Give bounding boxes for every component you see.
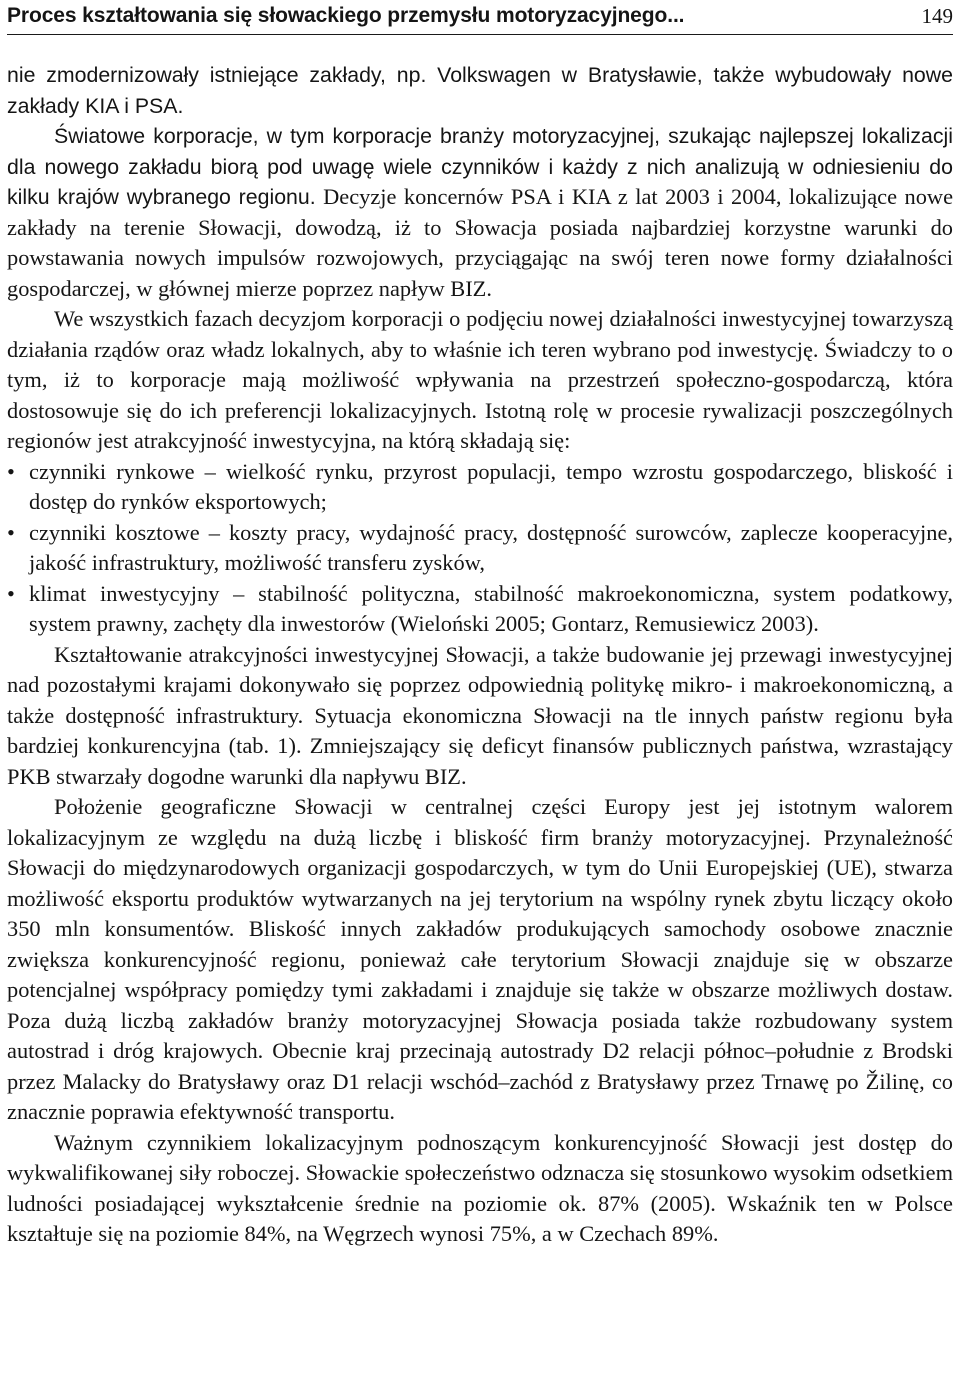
bullet-icon: • (7, 458, 15, 484)
paragraph-corporations (7, 121, 953, 304)
list-item-text: czynniki kosztowe – koszty pracy, wydajność pracy, dostępność surowców, zaplecze kooperacyjne, jakość infrastruktury, możliwość transferu zysków, (29, 519, 953, 575)
list-item-text: klimat inwestycyjny – stabilność polityczna, stabilność makroekonomiczna, system podatkowy, system prawny, zachęty dla inwestorów (Wieloński 2005; Gontarz, Remusiewicz 2003). (29, 580, 953, 636)
list-item (7, 518, 953, 579)
paragraph-corporations-part2: Decyzje koncernów PSA i KIA z lat 2003 i 2004, lokalizujące nowe zakłady na terenie Słowacji, dowodzą, iż to Słowacja posiada najbardziej korzystne warunki do powstawania nowych impulsów rozwojowych, przyciągając na swój teren nowe formy działalności gospodarczej, w głównej mierze poprzez napływ BIZ. (7, 184, 954, 301)
paragraph-decision-phases: We wszystkich fazach decyzjom korporacji o podjęciu nowej działalności inwestycyjnej towarzyszą działania rządów oraz władz lokalnych, aby to właśnie ich teren wybrano pod inwestycję. Świadczy to o tym, iż to korporacje mają możliwość wpływania na przestrzeń społeczno-gospodarczą, która dostosowuje się do ich preferencji lokalizacyjnych. Istotną rolę w procesie rywalizacji poszczególnych regionów jest atrakcyjność inwestycyjna, na którą składają się: (7, 306, 953, 453)
paragraph-continued: nie zmodernizowały istniejące zakłady, np. Volkswagen w Bratysławie, także wybudowały nowe zakłady KIA i PSA. (7, 63, 953, 118)
paragraph-investment-attractiveness: Kształtowanie atrakcyjności inwestycyjnej Słowacji, a także budowanie jej przewagi inwestycyjnej nad pozostałymi krajami dokonywało się poprzez odpowiednią politykę mikro- i makroekonomiczną, a także dostępność infrastruktury. Sytuacja ekonomiczna Słowacji na tle innych państw regionu była bardziej konkurencyjna (tab. 1). Zmniejszający się deficyt finansów publicznych państwa, wzrastający PKB stwarzały dogodne warunki dla napływu BIZ. (7, 641, 953, 789)
page-number: 149 (921, 4, 953, 28)
book-page (7, 0, 953, 1400)
body-text (7, 60, 953, 1250)
list-item (7, 579, 953, 640)
attractiveness-factors-list (7, 457, 953, 640)
running-header (7, 2, 953, 35)
paragraph-labour-force: Ważnym czynnikiem lokalizacyjnym podnoszącym konkurencyjność Słowacji jest dostęp do wykwalifikowanej siły roboczej. Słowackie społeczeństwo odznacza się stosunkowo wysokim odsetkiem ludności posiadającej wykształcenie średnie na poziomie ok. 87% (2005). Wskaźnik ten w Polsce kształtuje się na poziomie 84%, na Węgrzech wynosi 75%, a w Czechach 89%. (7, 1129, 953, 1246)
list-item-text: czynniki rynkowe – wielkość rynku, przyrost populacji, tempo wzrostu gospodarczego, bliskość i dostęp do rynków eksportowych; (29, 458, 953, 514)
bullet-icon: • (7, 519, 15, 545)
paragraph-corporations-part1: Światowe korporacje, w tym korporacje branży motoryzacyjnej, szukając najlepszej lokalizacji dla nowego zakładu biorą pod uwagę wiele czynników i każdy z nich analizują w odniesieniu do kilku krajów wybranego regionu. (7, 124, 953, 209)
paragraph-geographic-location: Położenie geograficzne Słowacji w centralnej części Europy jest jej istotnym walorem lokalizacyjnym ze względu na dużą liczbę i bliskość firm branży motoryzacyjnej. Przynależność Słowacji do międzynarodowych organizacji gospodarczych, w tym do Unii Europejskiej (UE), stwarza możliwość eksportu produktów wytwarzanych na jej terytorium na wspólny rynek zbytu liczący około 350 mln konsumentów. Bliskość innych zakładów produkujących samochody osobowe znacznie zwiększa konkurencyjność regionu, ponieważ całe terytorium Słowacji znajduje się w obszarze potencjalnej współpracy pomiędzy tymi zakładami i znajduje się także w obszarze możliwych dostaw. Poza dużą liczbą zakładów branży motoryzacyjnej Słowacja posiada także rozbudowany system autostrad i dróg krajowych. Obecnie kraj przecinają autostrady D2 relacji północ–południe z Brodski przez Malacky do Bratysławy oraz D1 relacji wschód–zachód z Bratysławy przez Trnawę po Žilinę, co znacznie poprawia efektywność transportu. (7, 794, 953, 1124)
list-item (7, 457, 953, 518)
running-head-title: Proces kształtowania się słowackiego przemysłu motoryzacyjnego... (7, 4, 685, 27)
bullet-icon: • (7, 580, 15, 606)
